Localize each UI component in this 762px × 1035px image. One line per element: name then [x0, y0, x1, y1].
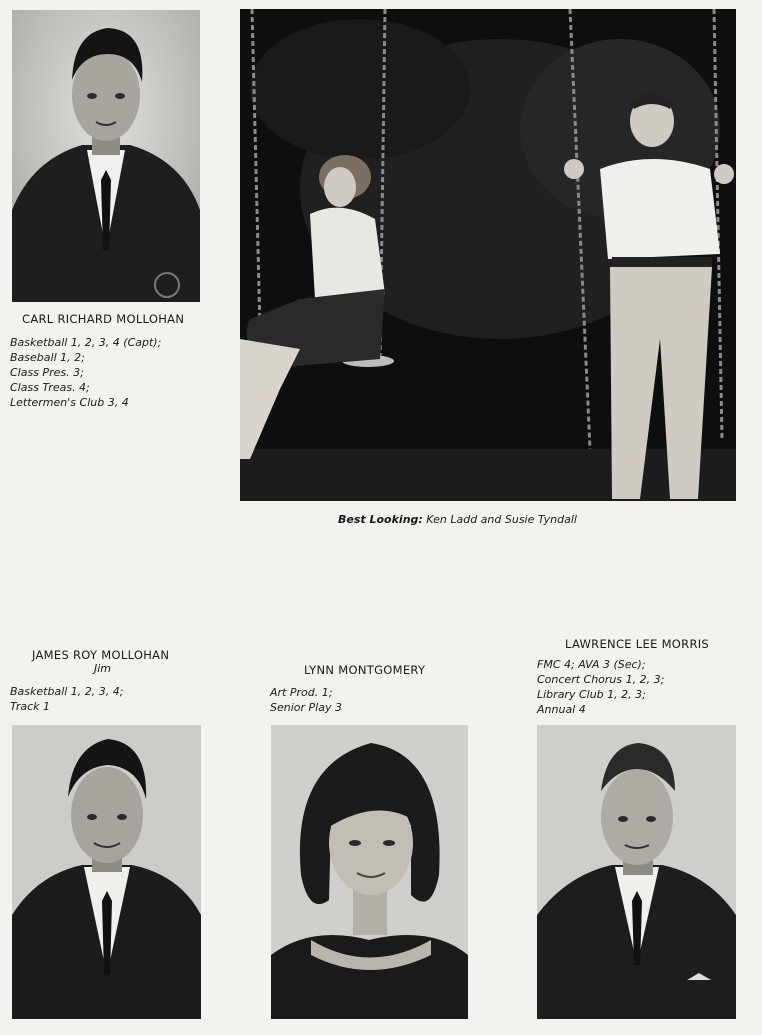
caption-text: Ken Ladd and Susie Tyndall	[426, 513, 577, 526]
portrait-lawrence-morris	[537, 725, 736, 1019]
activity-item: Library Club 1, 2, 3;	[537, 688, 646, 701]
feature-photo-swings	[240, 9, 736, 501]
activity-item: Class Pres. 3;	[10, 366, 84, 379]
feature-caption	[338, 513, 577, 526]
portrait-lynn-montgomery	[271, 725, 468, 1019]
activity-item: FMC 4; AVA 3 (Sec);	[537, 658, 646, 671]
activity-item: Basketball 1, 2, 3, 4 (Capt);	[10, 336, 162, 349]
senior-name: LAWRENCE LEE MORRIS	[565, 637, 710, 651]
activity-list	[10, 684, 123, 714]
activity-item: Annual 4	[537, 703, 586, 716]
activity-list	[10, 335, 161, 410]
activity-item: Art Prod. 1;	[270, 686, 333, 699]
activity-item: Baseball 1, 2;	[10, 351, 85, 364]
senior-name: CARL RICHARD MOLLOHAN	[22, 312, 185, 326]
senior-name: LYNN MONTGOMERY	[304, 663, 426, 677]
activity-item: Concert Chorus 1, 2, 3;	[537, 673, 665, 686]
portrait-james-mollohan	[12, 725, 201, 1019]
activity-item: Senior Play 3	[270, 701, 342, 714]
activity-list	[537, 657, 664, 717]
activity-item: Class Treas. 4;	[10, 381, 90, 394]
senior-nickname: Jim	[94, 662, 112, 675]
activity-item: Lettermen's Club 3, 4	[10, 396, 129, 409]
portrait-carl-mollohan	[12, 10, 200, 302]
senior-name: JAMES ROY MOLLOHAN	[32, 648, 170, 662]
activity-list	[270, 685, 342, 715]
activity-item: Basketball 1, 2, 3, 4;	[10, 685, 124, 698]
activity-item: Track 1	[10, 700, 51, 713]
caption-label: Best Looking:	[338, 513, 423, 526]
